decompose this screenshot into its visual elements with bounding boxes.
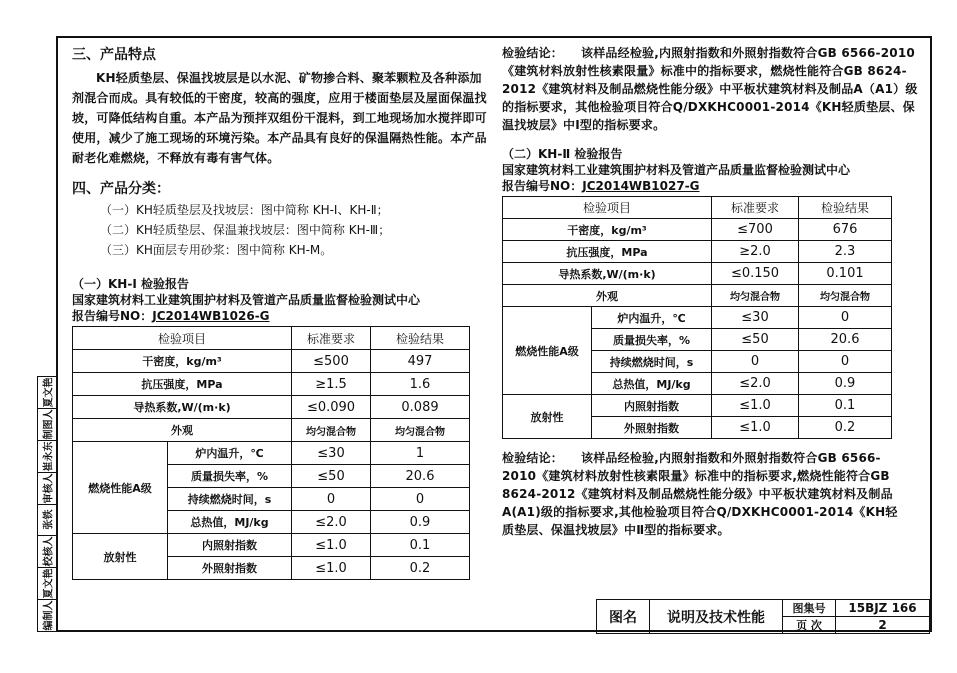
table-header-row: [73, 327, 470, 350]
classification-item: （二）KH轻质垫层、保温兼找坡层：图中简称 KH-Ⅲ；: [100, 223, 391, 237]
signature-text: 崔永东: [43, 441, 55, 472]
signature-cell: [38, 535, 56, 567]
row-item: 导热系数,W/(m·k): [73, 396, 292, 419]
header-result: 检验结果: [371, 327, 470, 350]
atlas-number: 15BJZ 166: [836, 600, 930, 617]
row-item: 总热值，MJ/kg: [168, 511, 292, 534]
report2-number-label: 报告编号NO：: [502, 179, 583, 193]
conclusion2-text: 该样品经检验,内照射指数和外照射指数符合GB 6566-2010《建筑材料放射性核素限量》标准中的指标要求,燃烧性能符合GB 8624-2012《建筑材料及制品燃烧性能分级》中平板状建筑材料及制品A(A1)级的指标要求,其他检验项目符合Q/DXKHC0001-2014《KH轻质垫层、保温找坡层》中Ⅱ型的指标要求。: [502, 451, 898, 537]
signature-text: 校核人: [43, 536, 55, 567]
row-result: 20.6: [799, 329, 892, 351]
header-standard: 标准要求: [712, 197, 799, 219]
row-standard: ≥2.0: [712, 241, 799, 263]
row-standard: 均匀混合物: [712, 285, 799, 307]
report1-table: [72, 326, 492, 580]
row-item: 总热值，MJ/kg: [592, 373, 712, 395]
conclusion2-label: 检验结论：: [502, 451, 564, 465]
row-result: 0.1: [371, 534, 470, 557]
atlas-label: 图集号: [783, 600, 836, 617]
group-label: 放射性: [73, 534, 168, 580]
row-result: 1: [371, 442, 470, 465]
right-column: [502, 44, 922, 539]
signature-cell: [38, 408, 56, 440]
row-result: 2.3: [799, 241, 892, 263]
row-standard: 均匀混合物: [292, 419, 371, 442]
row-standard: ≤700: [712, 219, 799, 241]
row-item: 外观: [73, 419, 292, 442]
row-item: 质量损失率，%: [592, 329, 712, 351]
row-item: 抗压强度，MPa: [503, 241, 712, 263]
signature-cell: [38, 377, 56, 408]
report2-number: JC2014WB1027-G: [582, 179, 700, 193]
table-row: [73, 373, 470, 396]
signature-cell: [38, 504, 56, 536]
row-standard: ≥1.5: [292, 373, 371, 396]
report1-title: （一）KH-Ⅰ 检验报告: [72, 277, 189, 291]
table-row: [73, 396, 470, 419]
row-item: 干密度，kg/m³: [73, 350, 292, 373]
row-result: 均匀混合物: [371, 419, 470, 442]
table-row: [73, 419, 470, 442]
row-standard: ≤1.0: [712, 417, 799, 439]
report2-table: [502, 196, 922, 439]
conclusion1-text: 该样品经检验,内照射指数和外照射指数符合GB 6566-2010《建筑材料放射性核素限量》标准中的指标要求，燃烧性能符合GB 8624-2012《建筑材料及制品燃烧性能分级》中平板状建筑材料及制品A（A1）级的指标要求，其他检验项目符合Q/DXKHC0001-2014《KH轻质垫层、保温找坡层》中Ⅰ型的指标要求。: [502, 46, 918, 132]
table-row: [73, 350, 470, 373]
row-item: 质量损失率，%: [168, 465, 292, 488]
row-standard: ≤30: [292, 442, 371, 465]
row-item: 内照射指数: [168, 534, 292, 557]
row-standard: ≤30: [712, 307, 799, 329]
report2-number-line: [502, 178, 922, 194]
row-standard: 0: [712, 351, 799, 373]
row-standard: ≤1.0: [712, 395, 799, 417]
signature-cell: [38, 472, 56, 504]
row-standard: ≤0.090: [292, 396, 371, 419]
row-result: 676: [799, 219, 892, 241]
row-result: 0.2: [799, 417, 892, 439]
row-result: 0: [799, 351, 892, 373]
row-standard: ≤50: [292, 465, 371, 488]
conclusion1: [502, 44, 922, 134]
row-item: 外照射指数: [592, 417, 712, 439]
row-result: 0.1: [799, 395, 892, 417]
table-row: [73, 534, 470, 557]
row-result: 0.2: [371, 557, 470, 580]
header-standard: 标准要求: [292, 327, 371, 350]
row-result: 497: [371, 350, 470, 373]
row-standard: ≤500: [292, 350, 371, 373]
page-number: 2: [836, 617, 930, 634]
row-result: 0.9: [799, 373, 892, 395]
table-row: [503, 307, 892, 329]
table-row: [503, 219, 892, 241]
signature-cell: [38, 599, 56, 631]
header-item: 检验项目: [73, 327, 292, 350]
row-standard: ≤1.0: [292, 534, 371, 557]
row-standard: 0: [292, 488, 371, 511]
signature-text: 审核人: [43, 473, 55, 504]
classification-item: （三）KH面层专用砂浆：图中简称 KH-M。: [100, 243, 333, 257]
conclusion1-label: 检验结论：: [502, 46, 564, 60]
row-item: 炉内温升，℃: [592, 307, 712, 329]
row-result: 0: [371, 488, 470, 511]
report2-org: 国家建筑材料工业建筑围护材料及管道产品质量监督检验测试中心: [502, 163, 851, 177]
table-header-row: [503, 197, 892, 219]
signature-cell: [38, 567, 56, 599]
row-item: 干密度，kg/m³: [503, 219, 712, 241]
inspection-table: [502, 196, 892, 439]
table-row: [503, 241, 892, 263]
row-standard: ≤2.0: [292, 511, 371, 534]
classification-item: （一）KH轻质垫层及找坡层：图中简称 KH-Ⅰ、KH-Ⅱ；: [100, 203, 389, 217]
row-result: 均匀混合物: [799, 285, 892, 307]
table-row: [503, 285, 892, 307]
signature-text: 张铁: [43, 509, 55, 530]
title-name: 说明及技术性能: [650, 600, 783, 634]
group-label: 燃烧性能A级: [73, 442, 168, 534]
row-standard: ≤0.150: [712, 263, 799, 285]
features-text: KH轻质垫层、保温找坡层是以水泥、矿物掺合料、聚苯颗粒及各种添加剂混合而成。具有较低的干密度，较高的强度，应用于楼面垫层及屋面保温找坡，可降低结构自重。本产品为预拌双组份干混料，到工地现场加水搅拌即可使用，减少了施工现场的环境污染。本产品具有良好的保温隔热性能。本产品耐老化难燃烧，不释放有毒有害气体。: [72, 71, 487, 165]
row-item: 炉内温升，℃: [168, 442, 292, 465]
row-item: 持续燃烧时间，s: [168, 488, 292, 511]
row-result: 0.9: [371, 511, 470, 534]
group-label: 燃烧性能A级: [503, 307, 592, 395]
report1-org: 国家建筑材料工业建筑围护材料及管道产品质量监督检验测试中心: [72, 293, 421, 307]
title-name-label: 图名: [597, 600, 650, 634]
report1-number-label: 报告编号NO：: [72, 309, 153, 323]
row-item: 抗压强度，MPa: [73, 373, 292, 396]
table-row: [73, 442, 470, 465]
signature-strip: [37, 376, 56, 632]
conclusion2: [502, 449, 902, 539]
row-item: 外观: [503, 285, 712, 307]
report2-title: （二）KH-Ⅱ 检验报告: [502, 147, 623, 161]
row-item: 持续燃烧时间，s: [592, 351, 712, 373]
signature-text: 编制人: [43, 600, 55, 631]
row-item: 外照射指数: [168, 557, 292, 580]
row-item: 内照射指数: [592, 395, 712, 417]
row-standard: ≤2.0: [712, 373, 799, 395]
row-standard: ≤50: [712, 329, 799, 351]
row-standard: ≤1.0: [292, 557, 371, 580]
row-result: 0.101: [799, 263, 892, 285]
table-row: [503, 263, 892, 285]
classification-heading: 四、产品分类：: [72, 181, 170, 197]
page-label: 页 次: [783, 617, 836, 634]
classification-list: [72, 200, 492, 260]
title-block: [596, 599, 930, 634]
signature-text: 夏文艳: [43, 568, 55, 599]
inspection-table: [72, 326, 470, 580]
row-result: 0: [799, 307, 892, 329]
row-result: 0.089: [371, 396, 470, 419]
group-label: 放射性: [503, 395, 592, 439]
report1-number-line: [72, 308, 492, 324]
signature-text: 制图人: [43, 409, 55, 440]
row-item: 导热系数,W/(m·k): [503, 263, 712, 285]
header-result: 检验结果: [799, 197, 892, 219]
row-result: 1.6: [371, 373, 470, 396]
signature-cell: [38, 440, 56, 472]
report1-number: JC2014WB1026-G: [152, 309, 270, 323]
signature-text: 夏文艳: [43, 377, 55, 408]
left-column: [72, 44, 492, 580]
features-heading: 三、产品特点: [72, 47, 156, 63]
row-result: 20.6: [371, 465, 470, 488]
table-row: [503, 395, 892, 417]
header-item: 检验项目: [503, 197, 712, 219]
